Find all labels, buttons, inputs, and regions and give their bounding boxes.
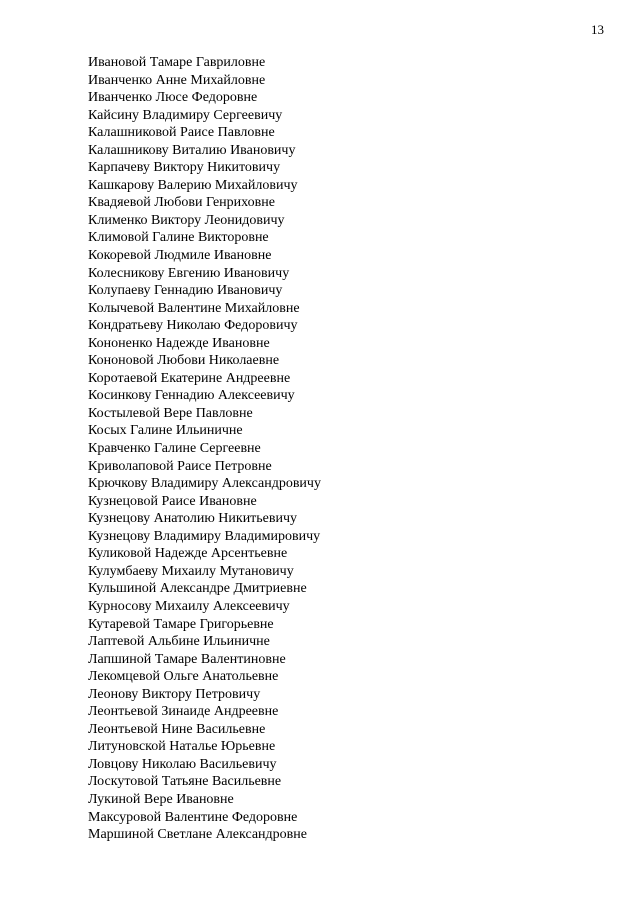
- list-item: Лекомцевой Ольге Анатольевне: [88, 669, 279, 685]
- list-item: Коротаевой Екатерине Андреевне: [88, 370, 291, 386]
- list-item: Кононенко Надежде Ивановне: [88, 335, 270, 351]
- list-item: Леонтьевой Зинаиде Андреевне: [88, 704, 279, 720]
- list-item: Калашникову Виталию Ивановичу: [88, 142, 296, 158]
- list-item: Маршиной Светлане Александровне: [88, 827, 307, 843]
- list-item: Максуровой Валентине Федоровне: [88, 809, 298, 825]
- list-item: Литуновской Наталье Юрьевне: [88, 739, 276, 755]
- list-item: Кузнецовой Раисе Ивановне: [88, 493, 257, 509]
- list-item: Лаптевой Альбине Ильиничне: [88, 634, 270, 650]
- list-item: Кузнецову Анатолию Никитьевичу: [88, 511, 298, 527]
- list-item: Кулумбаеву Михаилу Мутановичу: [88, 563, 294, 579]
- list-item: Косых Галине Ильиничне: [88, 423, 243, 439]
- list-item: Кондратьеву Николаю Федоровичу: [88, 318, 298, 334]
- list-item: Квадяевой Любови Генриховне: [88, 195, 275, 211]
- list-item: Кайсину Владимиру Сергеевичу: [88, 107, 283, 123]
- list-item: Кравченко Галине Сергеевне: [88, 441, 261, 457]
- list-item: Ивановой Тамаре Гавриловне: [88, 55, 266, 70]
- list-item: Лукиной Вере Ивановне: [88, 791, 234, 807]
- list-item: Кутаревой Тамаре Григорьевне: [88, 616, 274, 632]
- page-number: 13: [591, 22, 604, 37]
- list-item: Криволаповой Раисе Петровне: [88, 458, 272, 474]
- list-item: Кокоревой Людмиле Ивановне: [88, 248, 272, 264]
- list-item: Климовой Галине Викторовне: [88, 230, 269, 246]
- list-item: Крючкову Владимиру Александровичу: [88, 476, 321, 492]
- list-item: Ловцову Николаю Васильевичу: [88, 756, 277, 772]
- list-item: Курносову Михаилу Алексеевичу: [88, 598, 290, 614]
- list-item: Косинкову Геннадию Алексеевичу: [88, 388, 295, 404]
- list-item: Колесникову Евгению Ивановичу: [88, 265, 290, 281]
- list-item: Лоскутовой Татьяне Васильевне: [88, 774, 282, 790]
- list-item: Куликовой Надежде Арсентьевне: [88, 546, 288, 562]
- list-item: Колычевой Валентине Михайловне: [88, 300, 300, 316]
- list-item: Карпачеву Виктору Никитовичу: [88, 160, 281, 176]
- list-item: Кульшиной Александре Дмитриевне: [88, 581, 307, 597]
- list-item: Калашниковой Раисе Павловне: [88, 125, 275, 141]
- list-item: Кашкарову Валерию Михайловичу: [88, 177, 298, 193]
- list-item: Иванченко Люсе Федоровне: [88, 90, 258, 106]
- list-item: Костылевой Вере Павловне: [88, 405, 253, 421]
- list-item: Колупаеву Геннадию Ивановичу: [88, 283, 283, 299]
- names-list: [88, 54, 321, 844]
- list-item: Иванченко Анне Михайловне: [88, 72, 266, 88]
- list-item: Леонтьевой Нине Васильевне: [88, 721, 266, 737]
- list-item: Клименко Виктору Леонидовичу: [88, 212, 285, 228]
- list-item: Леонову Виктору Петровичу: [88, 686, 261, 702]
- list-item: Кузнецову Владимиру Владимировичу: [88, 528, 321, 544]
- list-item: Кононовой Любови Николаевне: [88, 353, 280, 369]
- list-item: Лапшиной Тамаре Валентиновне: [88, 651, 286, 667]
